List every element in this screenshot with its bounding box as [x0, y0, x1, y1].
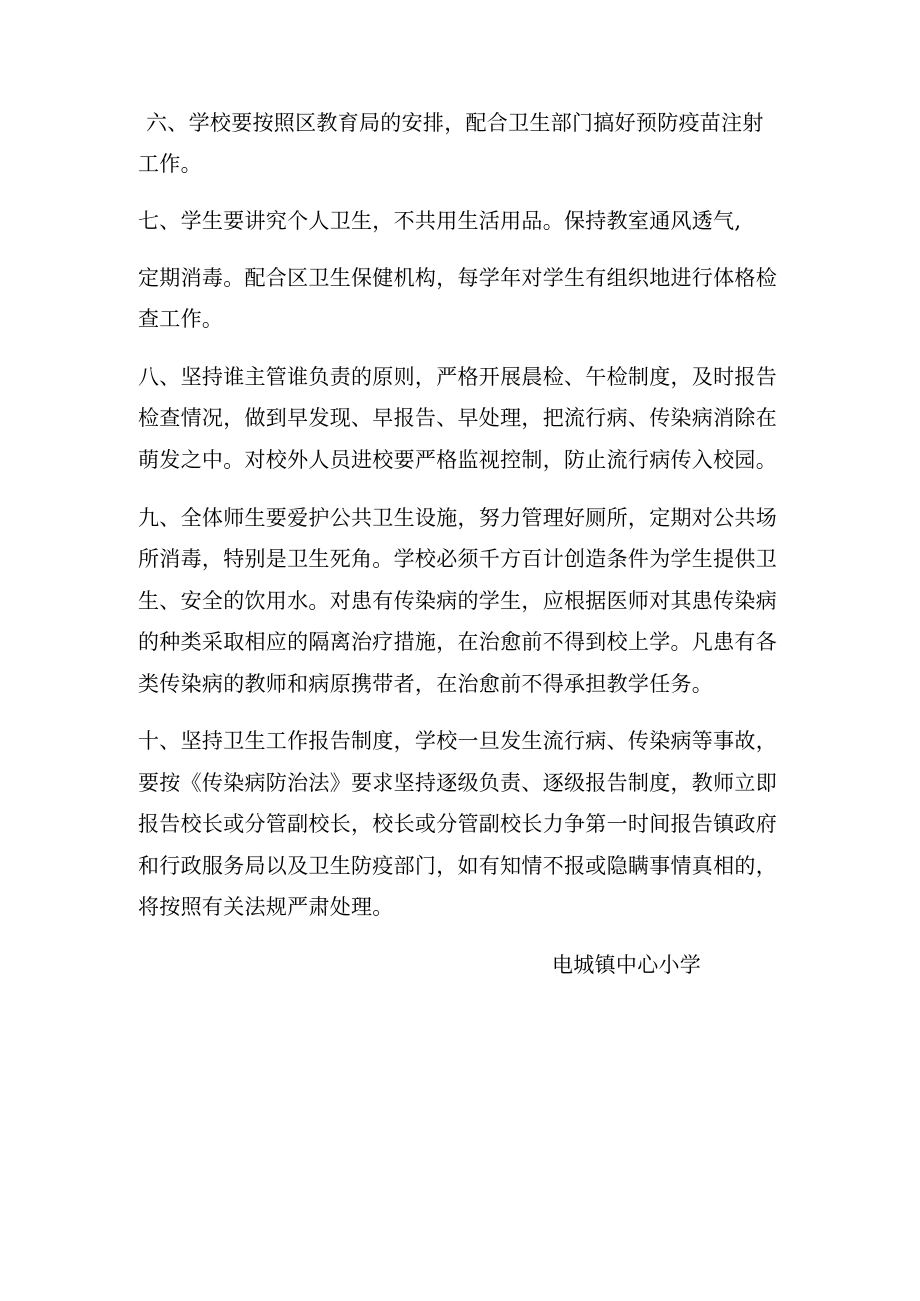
- text-line: 报告校长或分管副校长，校长或分管副校长力争第一时间报告镇政府: [138, 812, 777, 836]
- text-line: 查工作。: [138, 307, 224, 331]
- text-line: 八、坚持谁主管谁负责的原则，严格开展晨检、午检制度，及时报告: [138, 365, 777, 389]
- signature: 电城镇中心小学: [552, 953, 702, 977]
- text-line: 将按照有关法规严肃处理。: [138, 895, 394, 919]
- text-line: 生、安全的饮用水。对患有传染病的学生，应根据医师对其患传染病: [138, 589, 777, 613]
- text-line: 萌发之中。对校外人员进校要严格监视控制，防止流行病传入校园。: [138, 448, 777, 472]
- text-line: 工作。: [138, 152, 202, 176]
- text-line: 检查情况，做到早发现、早报告、早处理，把流行病、传染病消除在: [138, 406, 777, 430]
- text-line: 所消毒，特别是卫生死角。学校必须千方百计创造条件为学生提供卫: [138, 547, 777, 571]
- text-line: 类传染病的教师和病原携带者，在治愈前不得承担教学任务。: [138, 672, 714, 696]
- text-line: 和行政服务局以及卫生防疫部门，如有知情不报或隐瞒事情真相的，: [138, 854, 777, 878]
- text-line: 九、全体师生要爱护公共卫生设施，努力管理好厕所，定期对公共场: [138, 506, 777, 530]
- text-line: 十、坚持卫生工作报告制度，学校一旦发生流行病、传染病等事故，: [138, 729, 777, 753]
- text-line: 要按《传染病防治法》要求坚持逐级负责、逐级报告制度，教师立即: [138, 771, 777, 795]
- text-line: 七、学生要讲究个人卫生，不共用生活用品。保持教室通风透气,: [138, 209, 742, 233]
- text-line: 六、学校要按照区教育局的安排，配合卫生部门搞好预防疫苗注射: [146, 111, 764, 135]
- text-line: 的种类采取相应的隔离治疗措施，在治愈前不得到校上学。凡患有各: [138, 630, 777, 654]
- text-line: 定期消毒。配合区卫生保健机构，每学年对学生有组织地进行体格检: [138, 266, 777, 290]
